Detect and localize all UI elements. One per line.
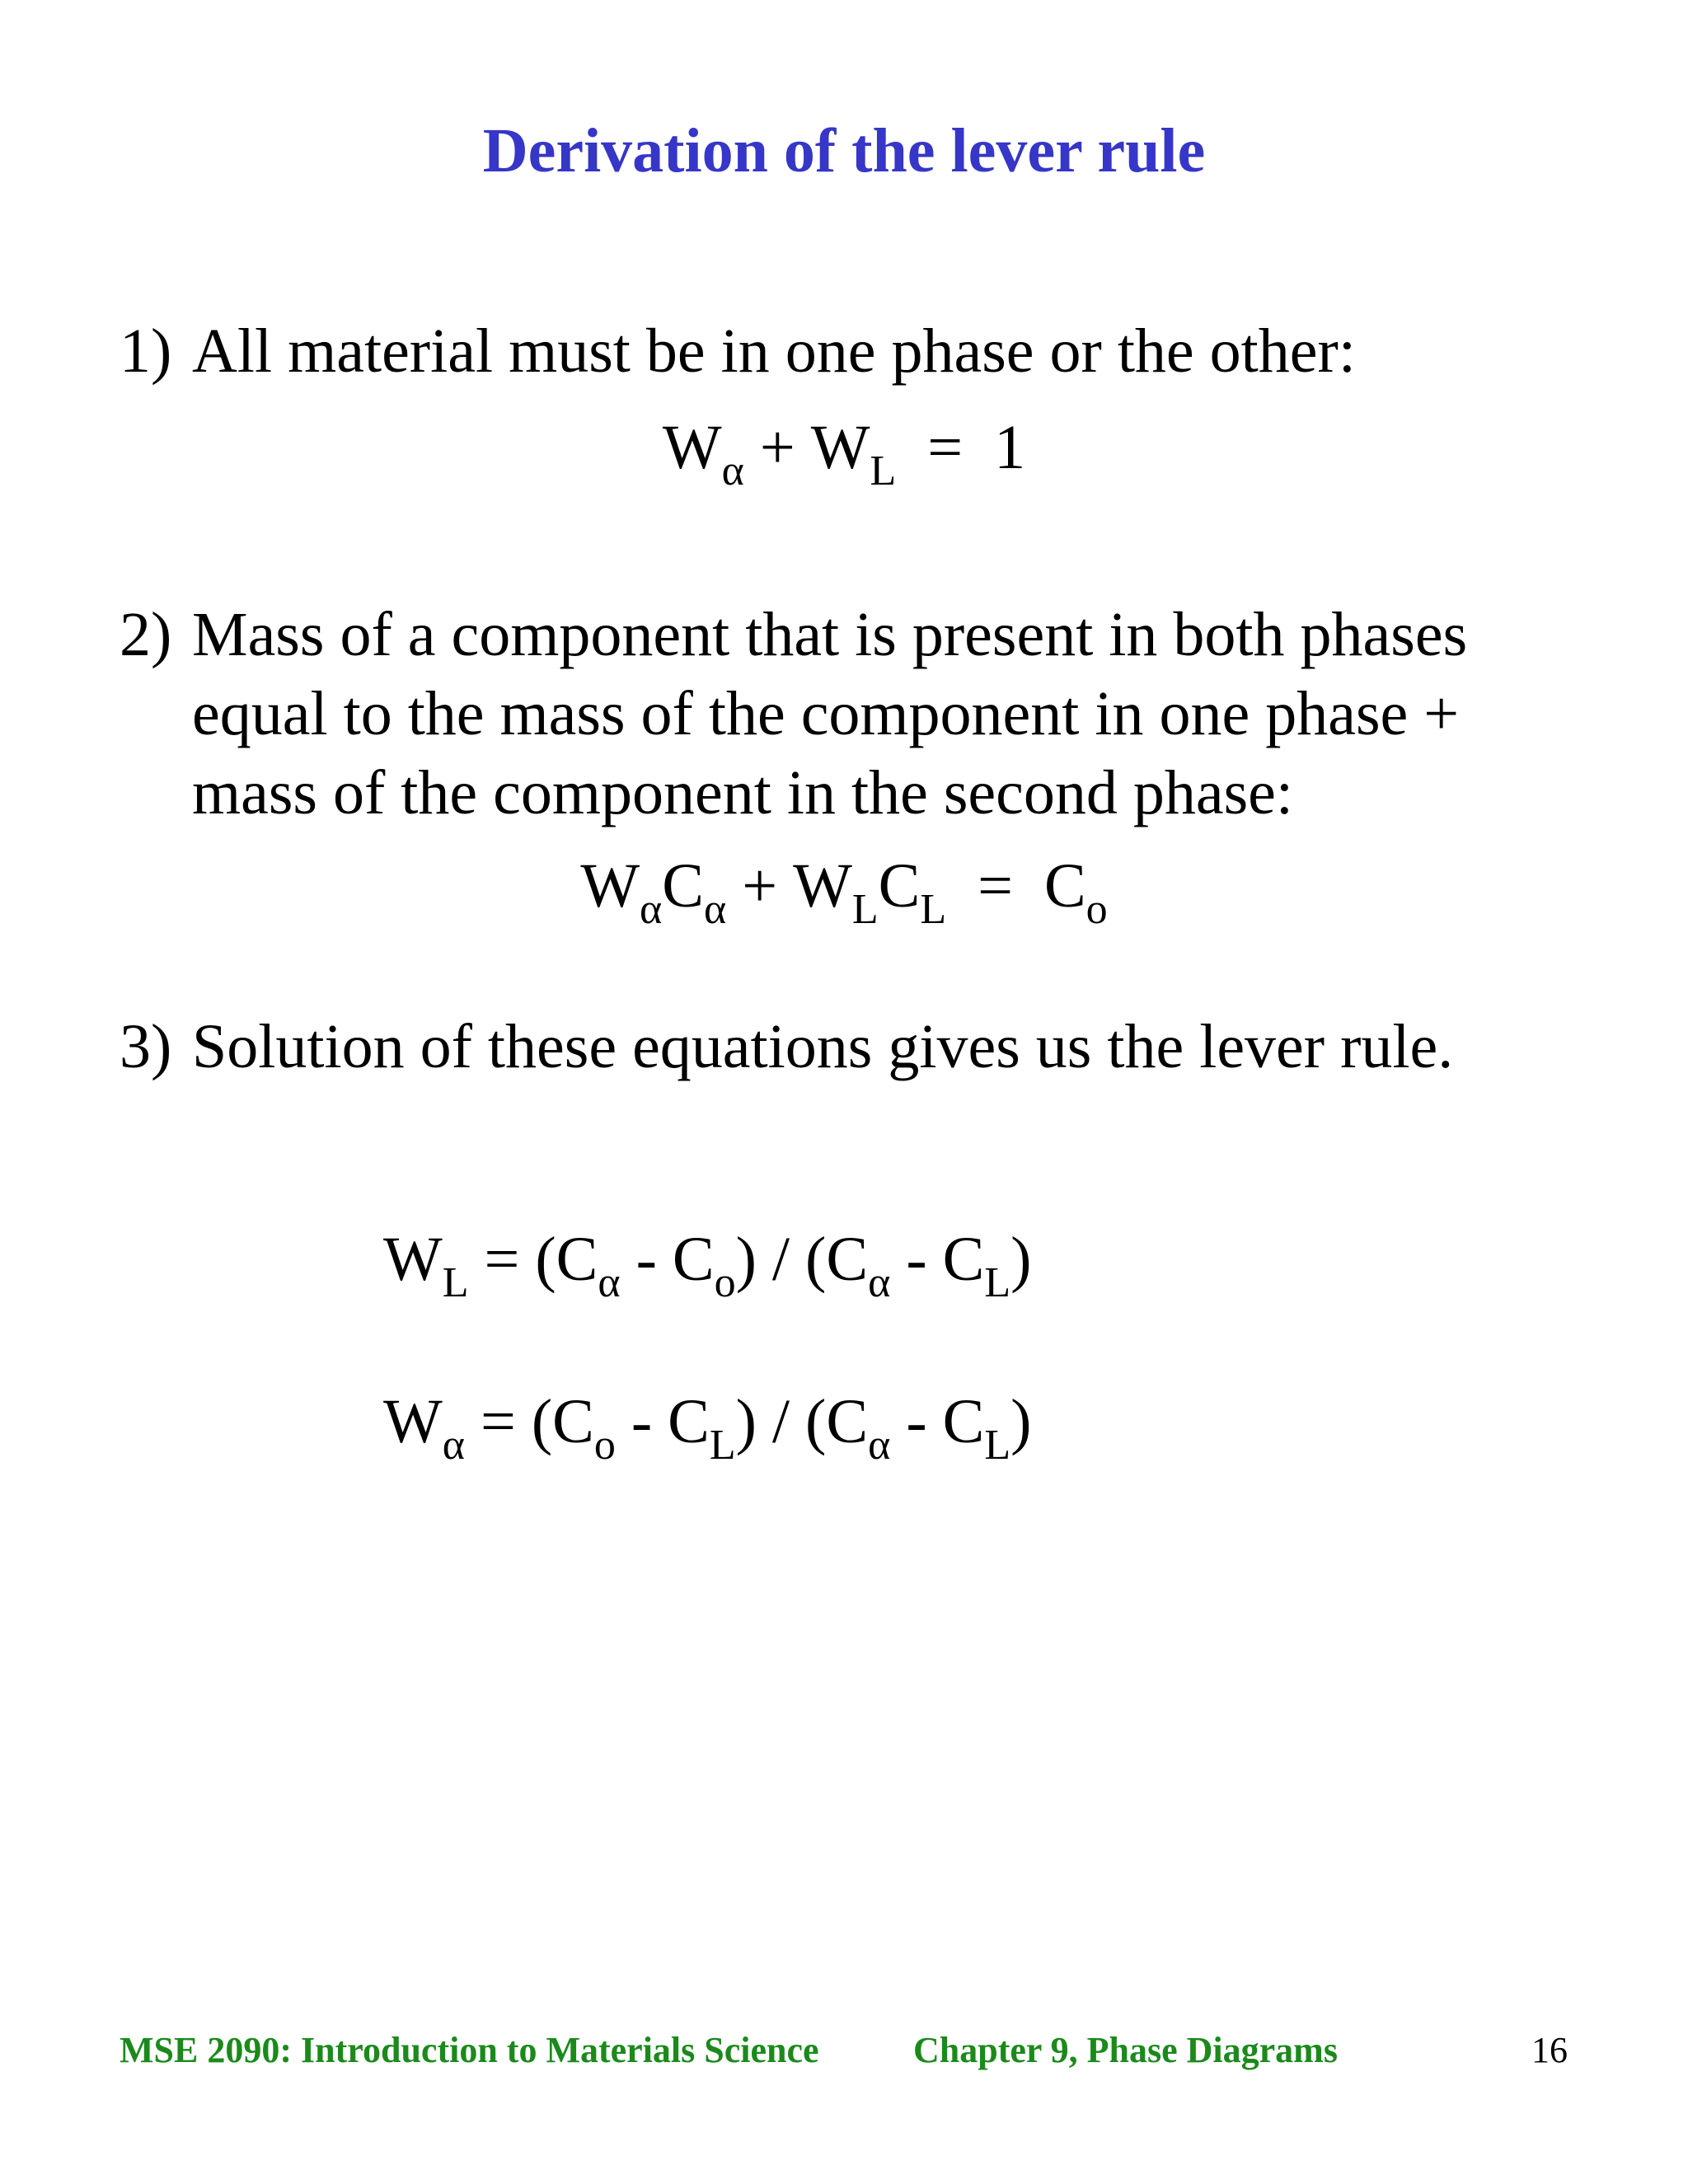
point-3 [120,1007,1570,1086]
point-2-number: 2) [120,600,172,669]
point-2-line-3: mass of the component in the second phase: [192,758,1294,827]
point-3-text: Solution of these equations gives us the lever rule. [192,1012,1454,1081]
equation-2: $W_\alpha C_\alpha + W_LC_L = C_o$ [580,851,1108,933]
footer-course: MSE 2090: Introduction to Materials Science [120,2030,819,2070]
point-1-text: All material must be in one phase or the other: [192,316,1356,386]
page-number: 16 [1531,2030,1568,2070]
point-1 [120,312,1570,391]
point-3-number: 3) [120,1012,172,1081]
equation-1: $W_\alpha + W_L = 1$ [662,413,1026,494]
lever-rule-wl: $W_L = (C_\alpha - C_o) / (C_\alpha - C_L)$ [383,1225,1032,1306]
point-2-line-2: equal to the mass of the component in one phase + [192,679,1460,748]
slide-title: Derivation of the lever rule [482,116,1206,185]
point-1-number: 1) [120,316,172,386]
point-2-line-1: Mass of a component that is present in both phases [192,600,1468,669]
footer-chapter: Chapter 9, Phase Diagrams [913,2030,1338,2070]
point-2 [120,595,1570,832]
lever-rule-walpha: $W_\alpha = (C_o - C_L) / (C_\alpha - C_L)$ [383,1387,1032,1469]
